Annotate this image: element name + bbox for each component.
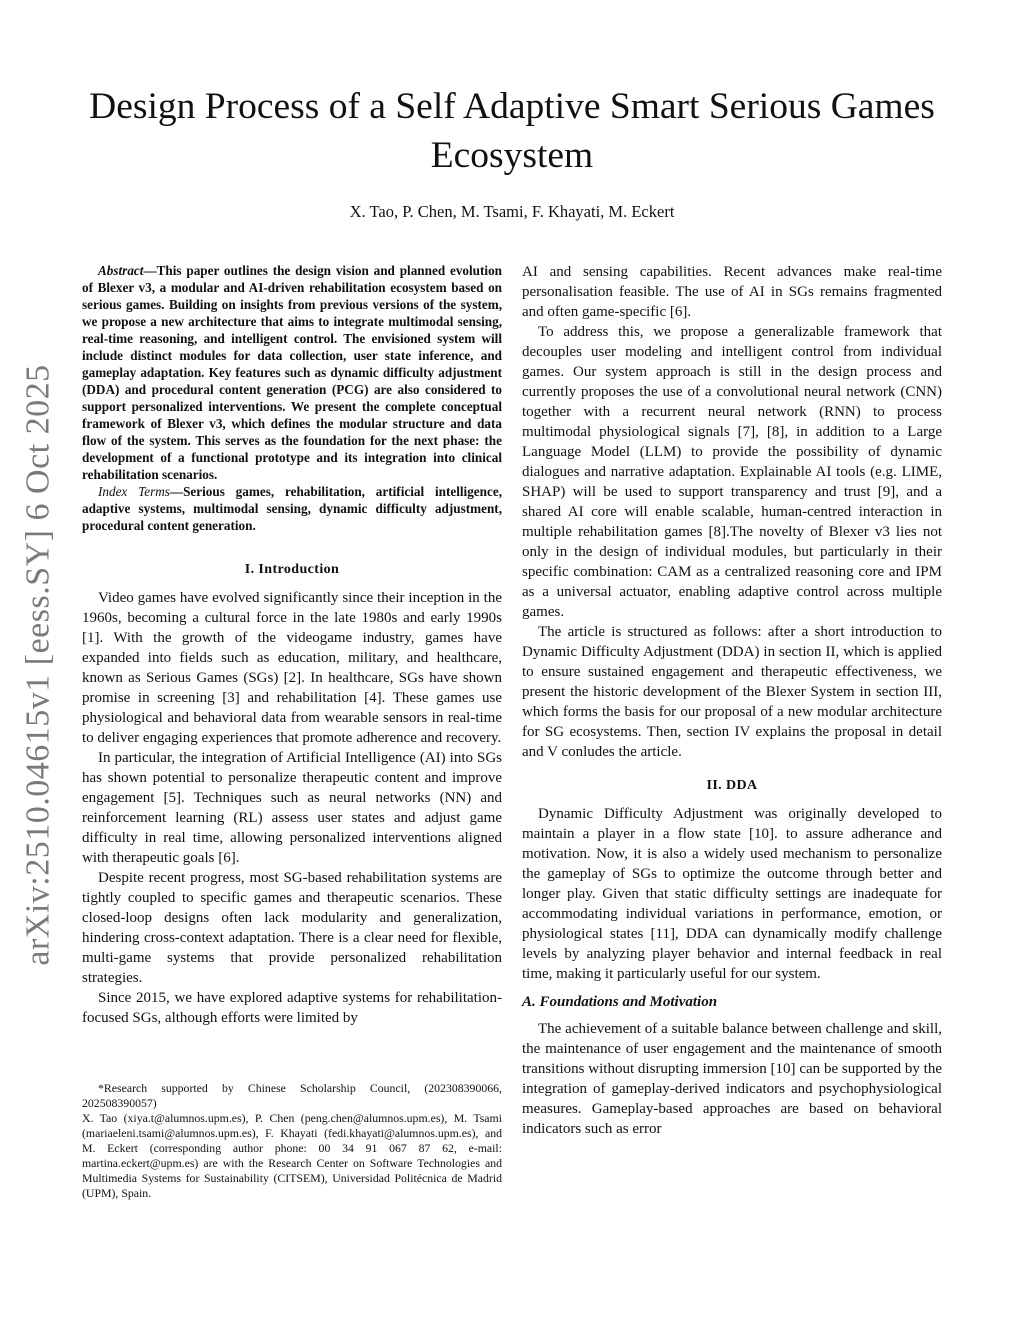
- intro-paragraph-1: Video games have evolved significantly since their inception in the 1960s, becoming a cultural force in the late 1980s and early 1990s [1]. With the growth of the videogame industry, games have expanded into fields such as education, military, and healthcare, known as Serious Games (SGs) [2]. In healthcare, SGs have shown promise in screening [3] and rehabilitation [4]. These games use physiological and behavioral data from wearable sensors in real-time to deliver engaging experiences that promote adherence and recovery.: [82, 590, 502, 746]
- section-heading-introduction: I. Introduction: [244, 562, 340, 577]
- arxiv-identifier-stamp: [8, 365, 70, 965]
- section-heading-dda: II. DDA: [706, 778, 758, 793]
- paper-title: Design Process of a Self Adaptive Smart Serious Games Ecosystem: [89, 86, 935, 176]
- right-column: [522, 262, 942, 1139]
- abstract: [82, 262, 502, 483]
- index-terms-lead: Index Terms: [98, 484, 170, 499]
- footnote: [82, 1081, 502, 1201]
- abstract-lead: Abstract: [98, 263, 144, 278]
- arxiv-identifier-text: arXiv:2510.04615v1 [eess.SY] 6 Oct 2025: [20, 364, 58, 966]
- author-list: X. Tao, P. Chen, M. Tsami, F. Khayati, M. Eckert: [349, 202, 675, 221]
- index-terms-text: —Serious games, rehabilitation, artificial intelligence, adaptive systems, multimodal sensing, dynamic difficulty adjustment, procedural content generation.: [82, 484, 502, 533]
- intro-paragraph-6: The article is structured as follows: after a short introduction to Dynamic Difficulty Adjustment (DDA) in section II, which is applied to ensure sustained engagement and therapeutic effectiveness, we present the historic development of the Blexer System in section III, which forms the basis for our proposal of a new modular architecture for SG ecosystems. Then, section IV explains the proposal in detail and V conludes the article.: [522, 624, 942, 760]
- foundations-paragraph-1: The achievement of a suitable balance between challenge and skill, the maintenance of user engagement and the maintenance of smooth transitions without disrupting immersion [10] can be supported by the integration of gameplay-derived indicators and psychophysiological measures. Gameplay-based approaches are based on behavioral indicators such as error: [522, 1021, 942, 1137]
- index-terms: [82, 483, 502, 534]
- intro-paragraph-4-continued: AI and sensing capabilities. Recent advances make real-time personalisation feasible. The use of AI in SGs remains fragmented and often game-specific [6].: [522, 264, 942, 320]
- intro-paragraph-5: To address this, we propose a generalizable framework that decouples user modeling and intelligent control from individual games. Our system approach is still in the design process and currently proposes the use of a convolutional neural network (CNN) together with a recurrent neural network (RNN) to process multimodal physiological signals [7], [8], in addition to a Large Language Model (LLM) to provide the possibility of dynamic dialogues and narrative adaptation. Explainable AI tools (e.g. LIME, SHAP) will be used to support transparency and trust [9], and a shared AI core will enable scalable, human-centred interaction in multiple rehabilitation games [8].The novelty of Blexer v3 lies not only in the design of individual modules, but particularly in their specific combination: CAM as a centralized reasoning core and IPM as a universal actuator, enabling adaptive control across multiple games.: [522, 324, 942, 620]
- intro-paragraph-3: Despite recent progress, most SG-based rehabilitation systems are tightly coupled to specific games and therapeutic scenarios. These closed-loop designs often lack modularity and generalization, hindering cross-context adaptation. There is a clear need for flexible, multi-game systems that provide personalized rehabilitation strategies.: [82, 870, 502, 986]
- intro-paragraph-4: Since 2015, we have explored adaptive systems for rehabilitation-focused SGs, although efforts were limited by: [82, 990, 502, 1026]
- footnote-funding: *Research supported by Chinese Scholarship Council, (202308390066, 202508390057): [82, 1081, 502, 1110]
- dda-paragraph-1: Dynamic Difficulty Adjustment was originally developed to maintain a player in a flow state [10]. to assure adherance and motivation. Now, it is also a widely used mechanism to personalize the gameplay of SGs to optimize the outcome through better and longer play. Given that static difficulty settings are inadequate for accommodating individual variations in performance, emotion, or physiological states [11], DDA can dynamically modify challenge levels by analyzing player behavior and internal feedback in real time, making it particularly useful for our system.: [522, 806, 942, 982]
- intro-paragraph-2: In particular, the integration of Artificial Intelligence (AI) into SGs has shown potential to personalize therapeutic content and improve engagement [5]. Techniques such as neural networks (NN) and reinforcement learning (RL) assess user states and adjust game difficulty in real time, allowing personalized interventions aligned with therapeutic goals [6].: [82, 750, 502, 866]
- left-column: [82, 262, 502, 1028]
- footnote-affiliations: X. Tao (xiya.t@alumnos.upm.es), P. Chen (peng.chen@alumnos.upm.es), M. Tsami (mariaeleni.tsami@alumnos.upm.es), F. Khayati (fedi.khayati@alumnos.upm.es), and M. Eckert (corresponding author phone: 00 34 91 067 87 62, e-mail: martina.eckert@upm.es) are with the Research Center on Software Technologies and Multimedia Systems for Sustainability (CITSEM), Universidad Politécnica de Madrid (UPM), Spain.: [82, 1111, 502, 1200]
- subsection-heading-foundations: A. Foundations and Motivation: [522, 994, 718, 1010]
- abstract-text: —This paper outlines the design vision and planned evolution of Blexer v3, a modular and AI-driven rehabilitation ecosystem based on serious games. Building on insights from previous versions of the system, we propose a new architecture that aims to integrate multimodal sensing, real-time reasoning, and intelligent control. The envisioned system will include distinct modules for data collection, user state inference, and gameplay adaptation. Key features such as dynamic difficulty adjustment (DDA) and procedural content generation (PCG) are also considered to support personalized interventions. We present the complete conceptual framework of Blexer v3, which defines the modular structure and data flow of the system. This serves as the foundation for the next phase: the development of a functional prototype and its integration into clinical rehabilitation scenarios.: [82, 263, 502, 482]
